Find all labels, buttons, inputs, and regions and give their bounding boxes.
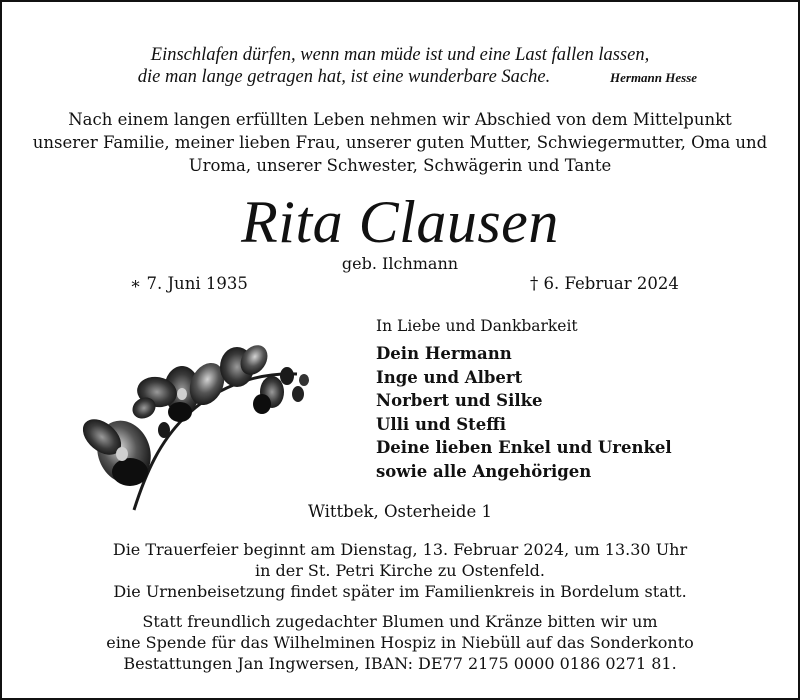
orchid-flower-right <box>220 340 284 414</box>
donation-line-1: Statt freundlich zugedachter Blumen und Kränze bitten wir um <box>142 612 658 631</box>
quote-line-1: Einschlafen dürfen, wenn man müde ist und eine Last fallen lassen, <box>150 45 650 65</box>
family-member: Ulli und Steffi <box>376 414 507 434</box>
intro-line-1: Nach einem langen erfüllten Leben nehmen wir Abschied von dem Mittelpunkt <box>68 110 732 129</box>
family-signatures <box>376 316 672 484</box>
donation-info <box>2 611 798 674</box>
deceased-name: Rita Clausen <box>241 189 559 255</box>
maiden-name: geb. Ilchmann <box>341 254 459 273</box>
orchid-flower-left <box>76 412 159 491</box>
orchid-flower-middle <box>129 357 231 422</box>
donation-line-3: Bestattungen Jan Ingwersen, IBAN: DE77 2175 0000 0186 0271 81. <box>123 654 677 673</box>
family-member: Norbert und Silke <box>376 391 543 411</box>
orchid-image <box>72 332 322 512</box>
donation-line-2: eine Spende für das Wilhelminen Hospiz in Niebüll auf das Sonderkonto <box>106 633 694 652</box>
family-member: Inge und Albert <box>376 367 523 387</box>
funeral-line-1: Die Trauerfeier beginnt am Dienstag, 13. Februar 2024, um 13.30 Uhr <box>112 540 688 559</box>
quote-author: Hermann Hesse <box>610 70 698 85</box>
funeral-line-2: in der St. Petri Kirche zu Ostenfeld. <box>254 561 546 580</box>
intro-text <box>12 108 788 177</box>
intro-line-3: Uroma, unserer Schwester, Schwägerin und Tante <box>188 156 612 175</box>
family-member: Deine lieben Enkel und Urenkel <box>376 438 672 458</box>
family-list <box>376 342 672 484</box>
family-heading: In Liebe und Dankbarkeit <box>376 317 578 335</box>
funeral-line-3: Die Urnenbeisetzung findet später im Familienkreis in Bordelum statt. <box>113 582 687 601</box>
family-address: Wittbek, Osterheide 1 <box>307 502 493 521</box>
quote-line-2: die man lange getragen hat, ist eine wunderbare Sache. <box>137 67 551 87</box>
intro-line-2: unserer Familie, meiner lieben Frau, unserer guten Mutter, Schwiegermutter, Oma und <box>32 133 768 152</box>
family-member: Dein Hermann <box>376 344 512 363</box>
death-date: † 6. Februar 2024 <box>530 274 679 293</box>
family-member: sowie alle Angehörigen <box>376 461 592 481</box>
funeral-info <box>2 539 798 602</box>
birth-date: ∗ 7. Juni 1935 <box>130 274 248 293</box>
